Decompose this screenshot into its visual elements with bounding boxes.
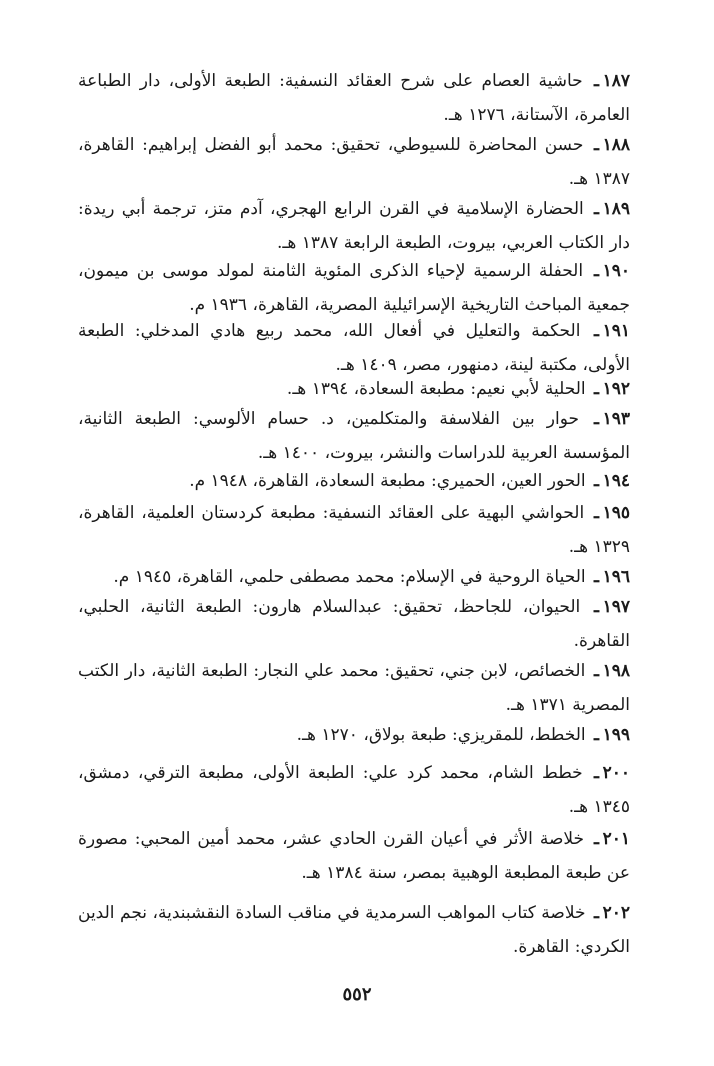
reference-entry: ٢٠١ـ خلاصة الأثر في أعيان القرن الحادي عشر، محمد أمين المحبي: مصورة عن طبعة المطبعة الوهبية بمصر، سنة ١٣٨٤ هـ.: [78, 822, 630, 890]
entry-text: حوار بين الفلاسفة والمتكلمين، د. حسام الألوسي: الطبعة الثانية، المؤسسة العربية للدراسات والنشر، بيروت، ١٤٠٠ هـ.: [78, 409, 630, 463]
entry-number: ٢٠٠: [602, 763, 631, 783]
entry-text: الحكمة والتعليل في أفعال الله، محمد ربيع هادي المدخلي: الطبعة الأولى، مكتبة لينة، دمنهور، مصر، ١٤٠٩ هـ.: [78, 321, 630, 375]
entry-number: ١٨٩: [602, 199, 630, 219]
entry-text: حاشية العصام على شرح العقائد النسفية: الطبعة الأولى، دار الطباعة العامرة، الآستانة، ١٢٧٦ هـ.: [78, 71, 630, 125]
entry-text: الخصائص، لابن جني، تحقيق: محمد علي النجار: الطبعة الثانية، دار الكتب المصرية ١٣٧١ هـ.: [78, 661, 630, 715]
entry-text: حسن المحاضرة للسيوطي، تحقيق: محمد أبو الفضل إبراهيم: القاهرة، ١٣٨٧ هـ.: [78, 135, 630, 189]
entry-number: ١٩٠: [602, 261, 630, 281]
reference-entry: ١٩٦ـ الحياة الروحية في الإسلام: محمد مصطفى حلمي، القاهرة، ١٩٤٥ م.: [78, 560, 630, 594]
reference-entry: ١٩٢ـ الحلية لأبي نعيم: مطبعة السعادة، ١٣٩٤ هـ.: [78, 372, 630, 406]
reference-entry: ١٩١ـ الحكمة والتعليل في أفعال الله، محمد ربيع هادي المدخلي: الطبعة الأولى، مكتبة لينة، دمنهور، مصر، ١٤٠٩ هـ.: [78, 314, 630, 382]
entry-number: ١٩٤: [602, 471, 630, 491]
entry-number: ١٨٧: [602, 71, 631, 91]
entry-number: ١٩٥: [602, 503, 630, 523]
entry-text: خلاصة الأثر في أعيان القرن الحادي عشر، محمد أمين المحبي: مصورة عن طبعة المطبعة الوهبية بمصر، سنة ١٣٨٤ هـ.: [78, 829, 630, 883]
reference-entry: ١٩٥ـ الحواشي البهية على العقائد النسفية: مطبعة كردستان العلمية، القاهرة، ١٣٢٩ هـ.: [78, 496, 630, 564]
entry-text: الخطط، للمقريزي: طبعة بولاق، ١٢٧٠ هـ.: [296, 725, 586, 745]
reference-entry: ٢٠٠ـ خطط الشام، محمد كرد علي: الطبعة الأولى، مطبعة الترقي، دمشق، ١٣٤٥ هـ.: [78, 756, 630, 824]
reference-entry: ١٩٣ـ حوار بين الفلاسفة والمتكلمين، د. حسام الألوسي: الطبعة الثانية، المؤسسة العربية للدراسات والنشر، بيروت، ١٤٠٠ هـ.: [78, 402, 630, 470]
reference-entry: ١٨٨ـ حسن المحاضرة للسيوطي، تحقيق: محمد أبو الفضل إبراهيم: القاهرة، ١٣٨٧ هـ.: [78, 128, 630, 196]
entry-number: ١٩٦: [602, 567, 630, 587]
entry-number: ١٩٩: [602, 725, 630, 745]
entry-text: الحفلة الرسمية لإحياء الذكرى المئوية الثامنة لمولد موسى بن ميمون، جمعية المباحث التاريخية الإسرائيلية المصرية، القاهرة، ١٩٣٦ م.: [78, 261, 630, 315]
entry-text: الحواشي البهية على العقائد النسفية: مطبعة كردستان العلمية، القاهرة، ١٣٢٩ هـ.: [78, 503, 630, 557]
reference-entry: ١٩٩ـ الخطط، للمقريزي: طبعة بولاق، ١٢٧٠ هـ.: [78, 718, 630, 752]
reference-entry: ١٨٧ـ حاشية العصام على شرح العقائد النسفية: الطبعة الأولى، دار الطباعة العامرة، الآستانة، ١٢٧٦ هـ.: [78, 64, 630, 132]
entry-number: ٢٠١: [602, 829, 630, 849]
entry-text: الحور العين، الحميري: مطبعة السعادة، القاهرة، ١٩٤٨ م.: [189, 471, 586, 491]
entry-number: ١٩١: [602, 321, 630, 341]
entry-text: خطط الشام، محمد كرد علي: الطبعة الأولى، مطبعة الترقي، دمشق، ١٣٤٥ هـ.: [78, 763, 630, 817]
entry-text: الحضارة الإسلامية في القرن الرابع الهجري، آدم متز، ترجمة أبي ريدة: دار الكتاب العربي، بيروت، الطبعة الرابعة ١٣٨٧ هـ.: [78, 199, 630, 253]
reference-entry: ١٩٧ـ الحيوان، للجاحظ، تحقيق: عبدالسلام هارون: الطبعة الثانية، الحلبي، القاهرة.: [78, 590, 630, 658]
reference-entry: ١٩٤ـ الحور العين، الحميري: مطبعة السعادة، القاهرة، ١٩٤٨ م.: [78, 464, 630, 498]
entry-number: ١٨٨: [602, 135, 631, 155]
entry-text: الحياة الروحية في الإسلام: محمد مصطفى حلمي، القاهرة، ١٩٤٥ م.: [113, 567, 586, 587]
entry-number: ١٩٨: [602, 661, 630, 681]
entry-number: ٢٠٢: [602, 903, 631, 923]
reference-entry: ١٩٨ـ الخصائص، لابن جني، تحقيق: محمد علي النجار: الطبعة الثانية، دار الكتب المصرية ١٣٧١ هـ.: [78, 654, 630, 722]
reference-entry: ٢٠٢ـ خلاصة كتاب المواهب السرمدية في مناقب السادة النقشبندية، نجم الدين الكردي: القاهرة.: [78, 896, 630, 964]
reference-entry: ١٨٩ـ الحضارة الإسلامية في القرن الرابع الهجري، آدم متز، ترجمة أبي ريدة: دار الكتاب العربي، بيروت، الطبعة الرابعة ١٣٨٧ هـ.: [78, 192, 630, 260]
entry-number: ١٩٣: [602, 409, 630, 429]
reference-entry: ١٩٠ـ الحفلة الرسمية لإحياء الذكرى المئوية الثامنة لمولد موسى بن ميمون، جمعية المباحث التاريخية الإسرائيلية المصرية، القاهرة، ١٩٣٦ م.: [78, 254, 630, 322]
entry-number: ١٩٧: [602, 597, 630, 617]
entry-text: الحيوان، للجاحظ، تحقيق: عبدالسلام هارون: الطبعة الثانية، الحلبي، القاهرة.: [78, 597, 630, 651]
page-number: ٥٥٢: [342, 984, 372, 1005]
entry-text: خلاصة كتاب المواهب السرمدية في مناقب السادة النقشبندية، نجم الدين الكردي: القاهرة.: [78, 903, 630, 957]
entry-text: الحلية لأبي نعيم: مطبعة السعادة، ١٣٩٤ هـ.: [286, 379, 586, 399]
entry-number: ١٩٢: [602, 379, 630, 399]
